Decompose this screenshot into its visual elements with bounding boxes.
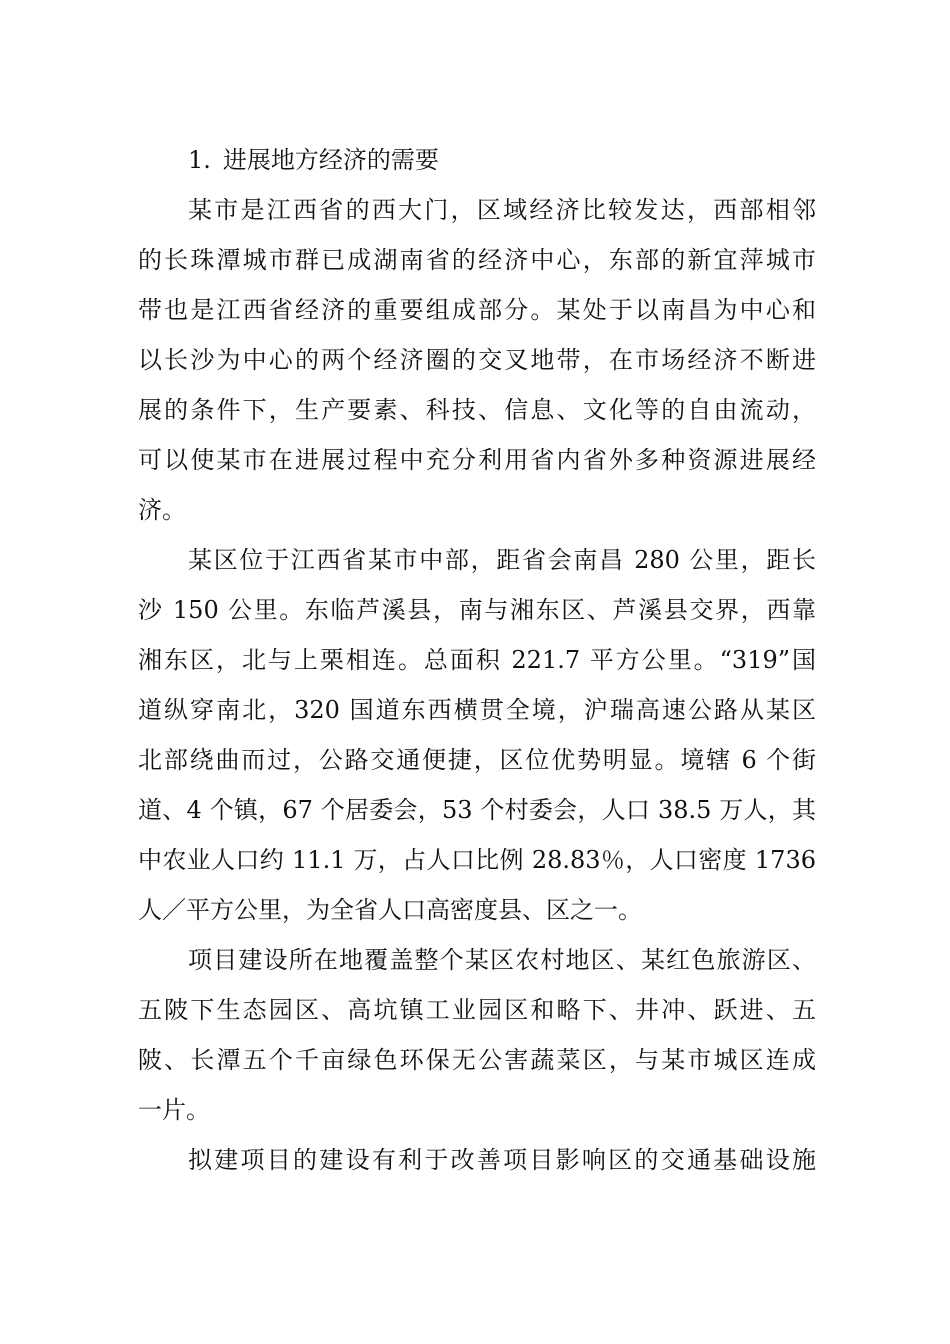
paragraph-line: 某市是江西省的西大门，区域经济比较发达，西部相邻 (188, 196, 816, 224)
paragraph-line: 北部绕曲而过，公路交通便捷，区位优势明显。境辖 6 个街 (138, 746, 816, 774)
paragraph-2 (138, 535, 816, 935)
paragraph-line: 湘东区，北与上栗相连。总面积 221.7 平方公里。“319”国 (138, 646, 816, 674)
paragraph-line-last: 一片。 (138, 1096, 210, 1124)
paragraph-1 (138, 185, 816, 535)
paragraph-line: 展的条件下，生产要素、科技、信息、文化等的自由流动， (138, 396, 816, 424)
paragraph-line-last: 济。 (138, 496, 186, 524)
paragraph-line: 某区位于江西省某市中部，距省会南昌 280 公里，距长 (188, 546, 816, 574)
paragraph-line: 以长沙为中心的两个经济圈的交叉地带，在市场经济不断进 (138, 346, 816, 374)
paragraph-line: 拟建项目的建设有利于改善项目影响区的交通基础设施 (188, 1146, 816, 1174)
paragraph-line: 沙 150 公里。东临芦溪县，南与湘东区、芦溪县交界，西靠 (138, 596, 816, 624)
paragraph-line: 的长珠潭城市群已成湖南省的经济中心，东部的新宜萍城市 (138, 246, 816, 274)
paragraph-line-last: 人／平方公里，为全省人口高密度县、区之一。 (138, 896, 642, 924)
paragraph-4 (138, 1135, 816, 1185)
paragraph-line: 道、4 个镇，67 个居委会，53 个村委会，人口 38.5 万人，其 (138, 796, 816, 824)
paragraph-line: 项目建设所在地覆盖整个某区农村地区、某红色旅游区、 (188, 946, 816, 974)
section-title: 进展地方经济的需要 (222, 146, 439, 174)
paragraph-line: 五陂下生态园区、高坑镇工业园区和略下、井冲、跃进、五 (138, 996, 816, 1024)
paragraph-line: 陂、长潭五个千亩绿色环保无公害蔬菜区，与某市城区连成 (138, 1046, 816, 1074)
paragraph-line: 中农业人口约 11.1 万，占人口比例 28.83％，人口密度 1736 (138, 846, 816, 874)
paragraph-line: 可以使某市在进展过程中充分利用省内省外多种资源进展经 (138, 446, 816, 474)
section-heading (138, 135, 816, 185)
paragraph-line: 带也是江西省经济的重要组成部分。某处于以南昌为中心和 (138, 296, 816, 324)
paragraph-3 (138, 935, 816, 1135)
document-body (138, 135, 816, 1185)
paragraph-line: 道纵穿南北，320 国道东西横贯全境，沪瑞高速公路从某区 (138, 696, 816, 724)
section-number: 1. (188, 146, 211, 174)
